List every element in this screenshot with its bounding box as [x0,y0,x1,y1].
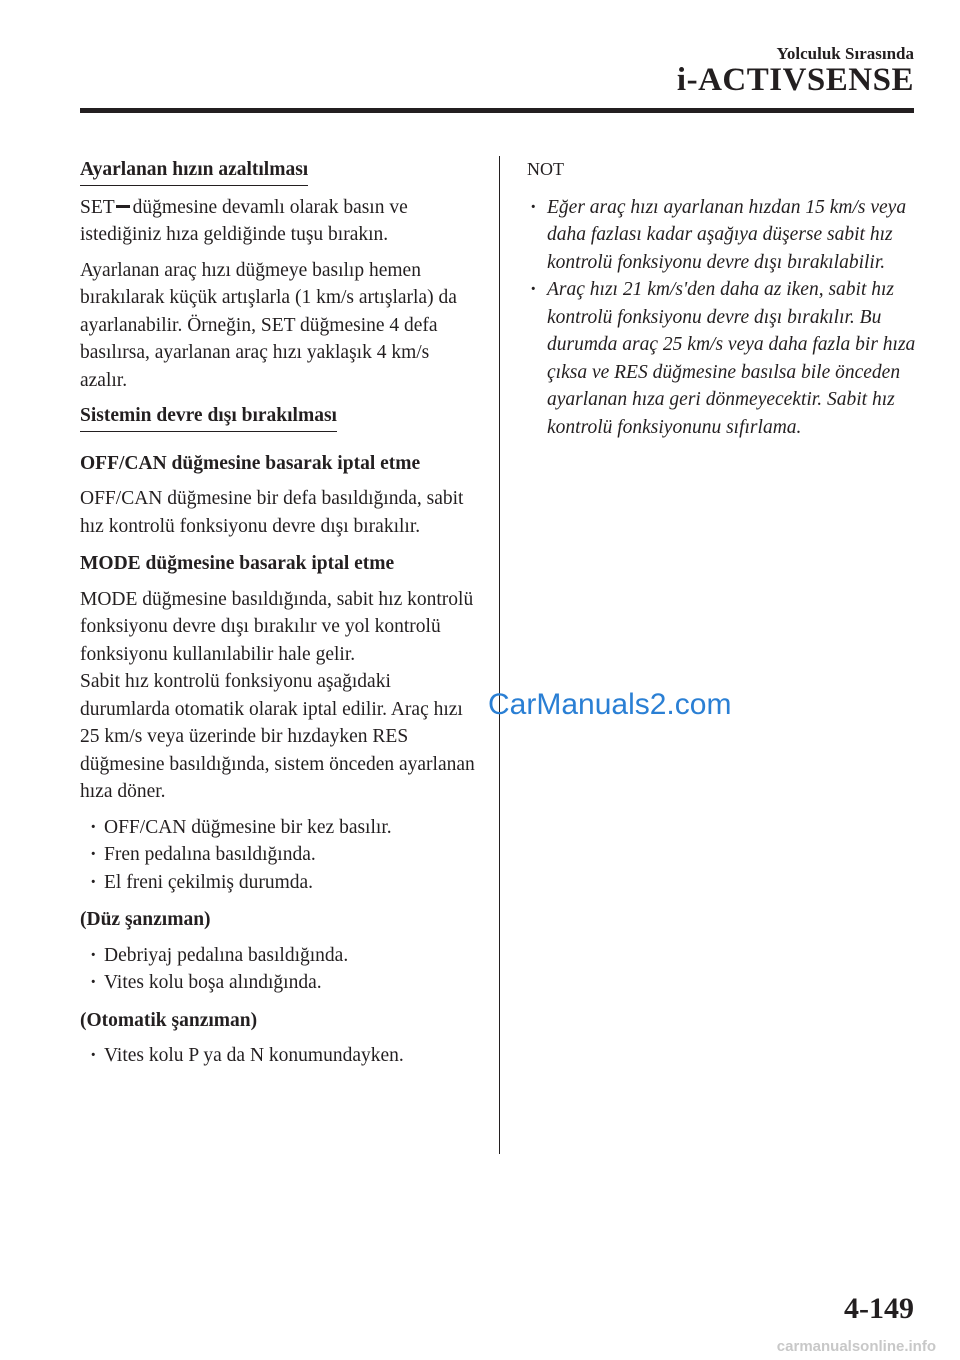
mode-paragraph: MODE düğmesine basıldığında, sabit hız kontrolü fonksiyonu devre dışı bırakılır ve yol kontrolü fonksiyonu kullanılabilir hale gelir. [80,588,474,665]
reduce-speed-text: düğmesine devamlı olarak basın ve istediğiniz hıza geldiğinde tuşu bırakın. [80,196,408,245]
note-title: NOT [527,159,564,179]
header-section-label: Yolculuk Sırasında [776,44,914,63]
page-number: 4-149 [844,1292,914,1325]
note-list [527,194,927,442]
cancel-conditions-list [80,814,480,897]
reduce-speed-heading: Ayarlanan hızın azaltılması [80,156,308,186]
note-item: · Araç hızı 21 km/s'den daha az iken, sabit hız kontrolü fonksiyonu devre dışı bırakılır. Bu durumda araç 25 km/s veya daha fazla bir hıza çıksa ve RES düğmesine basılsa bile önceden ayarlanan hıza geri dönmeyecektir. Sabit hız kontrolü fonksiyonunu sıfırlama. [527,276,927,441]
offcan-paragraph: OFF/CAN düğmesine bir defa basıldığında, sabit hız kontrolü fonksiyonu devre dışı bırakılır. [80,488,464,537]
manual-transmission-list [80,942,480,997]
header-rule [80,108,914,113]
list-item: · Debriyaj pedalına basıldığında. [80,942,480,970]
offcan-subheading: OFF/CAN düğmesine basarak iptal etme [80,452,421,474]
manual-transmission-subheading: (Düz şanzıman) [80,909,211,930]
list-item: · Vites kolu boşa alındığında. [80,969,480,997]
minus-icon [116,205,130,208]
list-item: · OFF/CAN düğmesine bir kez basılır. [80,814,480,842]
watermark: CarManuals2.com [488,688,732,721]
set-label: SET [80,196,115,218]
note-column [527,156,927,441]
list-item: · Fren pedalına basıldığında. [80,841,480,869]
automatic-transmission-list [80,1042,480,1070]
reduce-speed-paragraph-2: Ayarlanan araç hızı düğmeye basılıp hemen bırakılarak küçük artışlarla (1 km/s artışlarla) da ayarlanabilir. Örneğin, SET düğmesine 4 defa basılırsa, ayarlanan araç hızı yaklaşık 4 km/s azalır. [80,259,457,391]
footer-site-watermark: carmanualsonline.info [776,1338,936,1355]
auto-cancel-paragraph: Sabit hız kontrolü fonksiyonu aşağıdaki durumlarda otomatik olarak iptal edilir. Araç hızı 25 km/s veya üzerinde bir hızdayken RES düğmesine basıldığında, sistem önceden ayarlanan hıza döner. [80,671,475,802]
list-item: · Vites kolu P ya da N konumundayken. [80,1042,480,1070]
automatic-transmission-subheading: (Otomatik şanzıman) [80,1009,258,1031]
list-item: · El freni çekilmiş durumda. [80,869,480,897]
mode-subheading: MODE düğmesine basarak iptal etme [80,553,395,574]
column-divider [499,156,500,1154]
reduce-speed-paragraph-1 [80,194,480,249]
note-item: · Eğer araç hızı ayarlanan hızdan 15 km/s veya daha fazlası kadar aşağıya düşerse sabit hız kontrolü fonksiyonu devre dışı bırakılabilir. [527,194,927,277]
header-chapter-title: i-ACTIVSENSE [676,62,914,98]
cancel-system-heading: Sistemin devre dışı bırakılması [80,402,337,432]
left-column [80,156,480,1080]
